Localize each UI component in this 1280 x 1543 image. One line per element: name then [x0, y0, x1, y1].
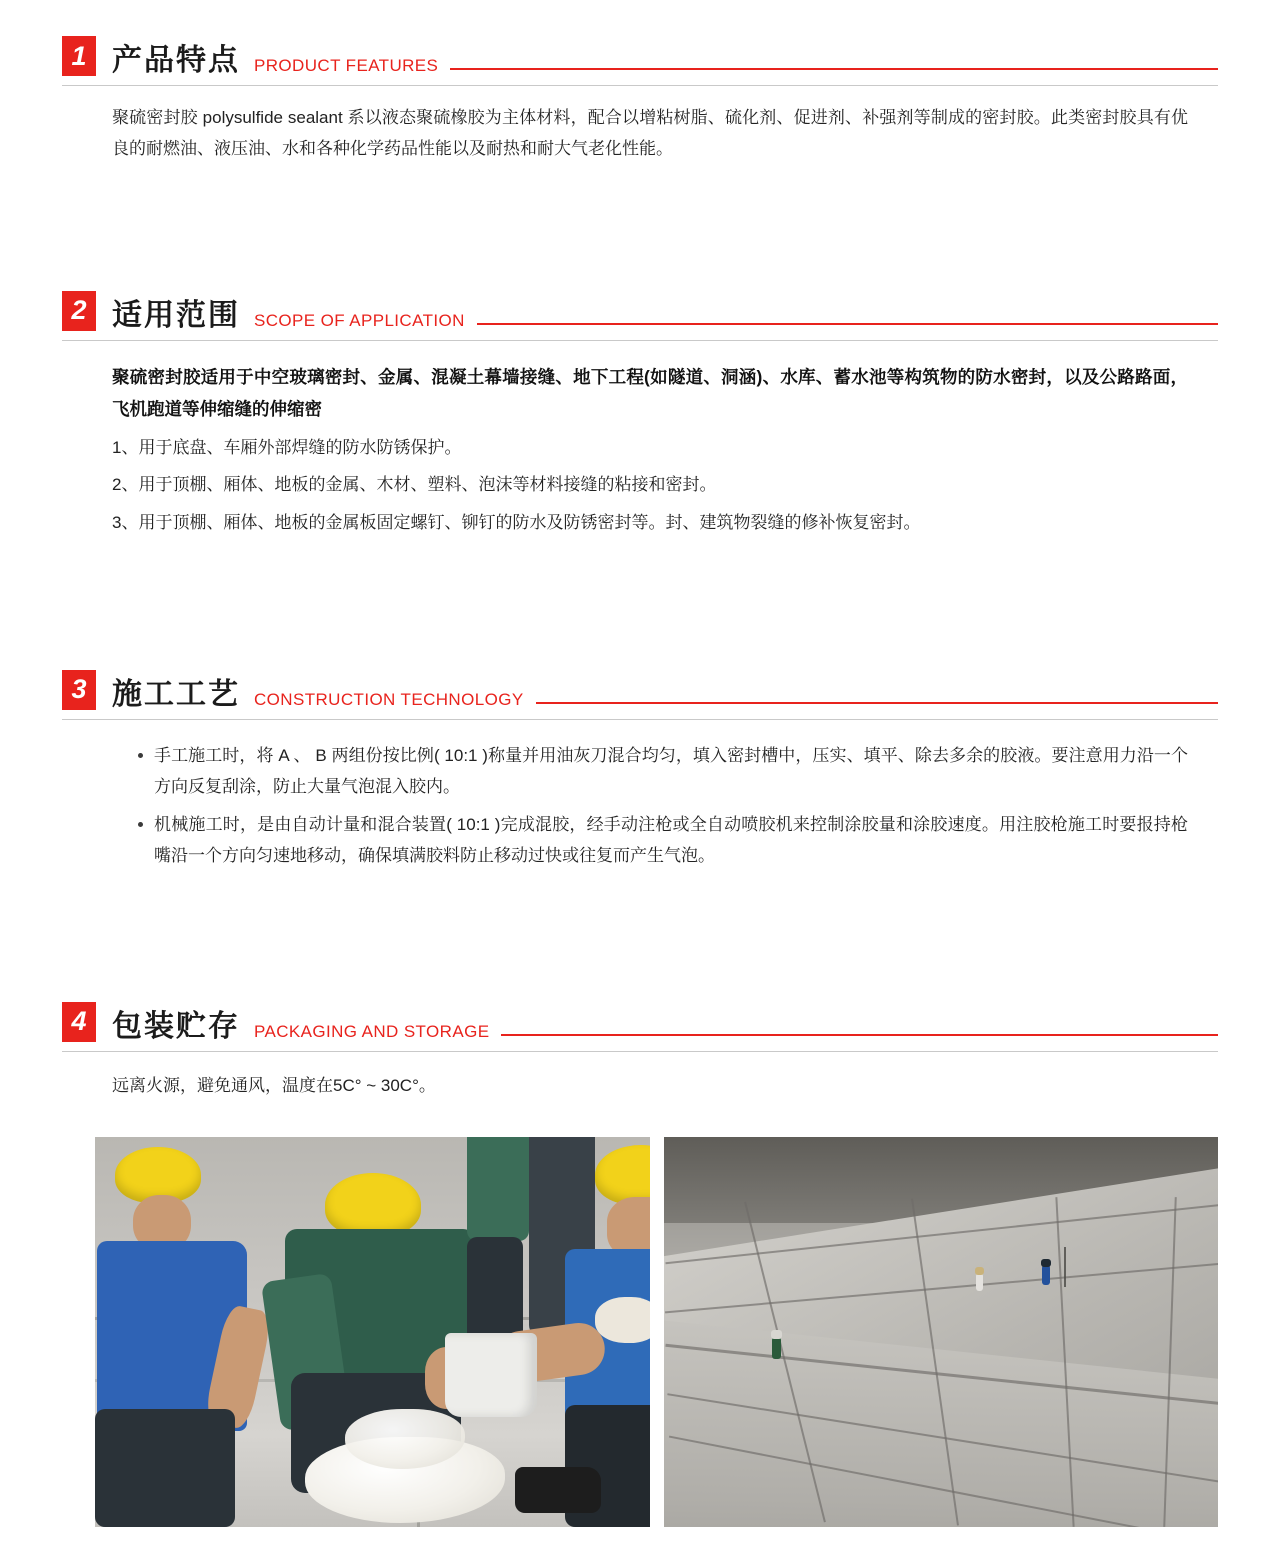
photo-gallery: [95, 1137, 1218, 1527]
reservoir-slope-photo: [664, 1137, 1219, 1527]
section-divider: [62, 1051, 1218, 1052]
list-item: 手工施工时，将 A 、 B 两组份按比例( 10:1 )称量并用油灰刀混合均匀，填入密封槽中，压实、填平、除去多余的胶液。要注意用力沿一个方向反复刮涂，防止大量气泡混入胶内。: [154, 740, 1188, 803]
list-item: 2、用于顶棚、厢体、地板的金属、木材、塑料、泡沫等材料接缝的粘接和密封。: [112, 475, 717, 495]
section-header-rule: [536, 702, 1218, 704]
product-datasheet-page: [0, 36, 1280, 1543]
section-title-en: PACKAGING AND STORAGE: [254, 1021, 490, 1041]
list-item: 1、用于底盘、车厢外部焊缝的防水防锈保护。: [112, 437, 462, 457]
section-number-badge: 1: [62, 36, 96, 76]
section-title-cn: 适用范围: [112, 298, 240, 332]
section-divider: [62, 719, 1218, 720]
section-number-badge: 4: [62, 1002, 96, 1042]
section-packaging-and-storage: [0, 1002, 1280, 1101]
paragraph: 远离火源，避免通风，温度在5C° ~ 30C°。: [112, 1075, 436, 1095]
section-header-rule: [501, 1034, 1218, 1036]
section-header: [0, 36, 1280, 76]
section-title-en: SCOPE OF APPLICATION: [254, 310, 465, 330]
section-title-en: CONSTRUCTION TECHNOLOGY: [254, 689, 524, 709]
section-body: [0, 102, 1280, 165]
section-title-cn: 施工工艺: [112, 677, 240, 711]
section-number-badge: 3: [62, 670, 96, 710]
section-body: [0, 1070, 1280, 1101]
section-header-rule: [477, 323, 1218, 325]
section-title-cn: 产品特点: [112, 44, 240, 77]
section-divider: [62, 340, 1218, 341]
section-header: [0, 291, 1280, 331]
section-title-en: PRODUCT FEATURES: [254, 56, 439, 75]
section-body: [0, 361, 1280, 538]
paragraph: 聚硫密封胶 polysulfide sealant 系以液态聚硫橡胶为主体材料，配合以增粘树脂、硫化剂、促进剂、补强剂等制成的密封胶。此类密封胶具有优良的耐燃油、液压油、水和各种化学药品性能以及耐热和耐大气老化性能。: [112, 108, 1188, 159]
construction-steps-list: [132, 740, 1188, 872]
section-header: [0, 1002, 1280, 1042]
section-title-cn: 包装贮存: [112, 1009, 240, 1043]
section-divider: [62, 85, 1218, 86]
lead-paragraph: 聚硫密封胶适用于中空玻璃密封、金属、混凝土幕墙接缝、地下工程(如隧道、洞涵)、水库、蓄水池等构筑物的防水密封，以及公路路面，飞机跑道等伸缩缝的伸缩密: [112, 366, 1188, 420]
section-scope-of-application: [0, 291, 1280, 538]
section-body: [0, 740, 1280, 872]
section-product-features: [0, 36, 1280, 165]
section-number-badge: 2: [62, 291, 96, 331]
section-header: [0, 670, 1280, 710]
list-item: 3、用于顶棚、厢体、地板的金属板固定螺钉、铆钉的防水及防锈密封等。封、建筑物裂缝的修补恢复密封。: [112, 512, 921, 532]
workers-mixing-sealant-photo: [95, 1137, 650, 1527]
section-header-rule: [450, 68, 1218, 70]
list-item: 机械施工时，是由自动计量和混合装置( 10:1 )完成混胶，经手动注枪或全自动喷胶机来控制涂胶量和涂胶速度。用注胶枪施工时要报持枪嘴沿一个方向匀速地移动，确保填满胶料防止移动过快或往复而产生气泡。: [154, 809, 1188, 872]
section-construction-technology: [0, 670, 1280, 872]
